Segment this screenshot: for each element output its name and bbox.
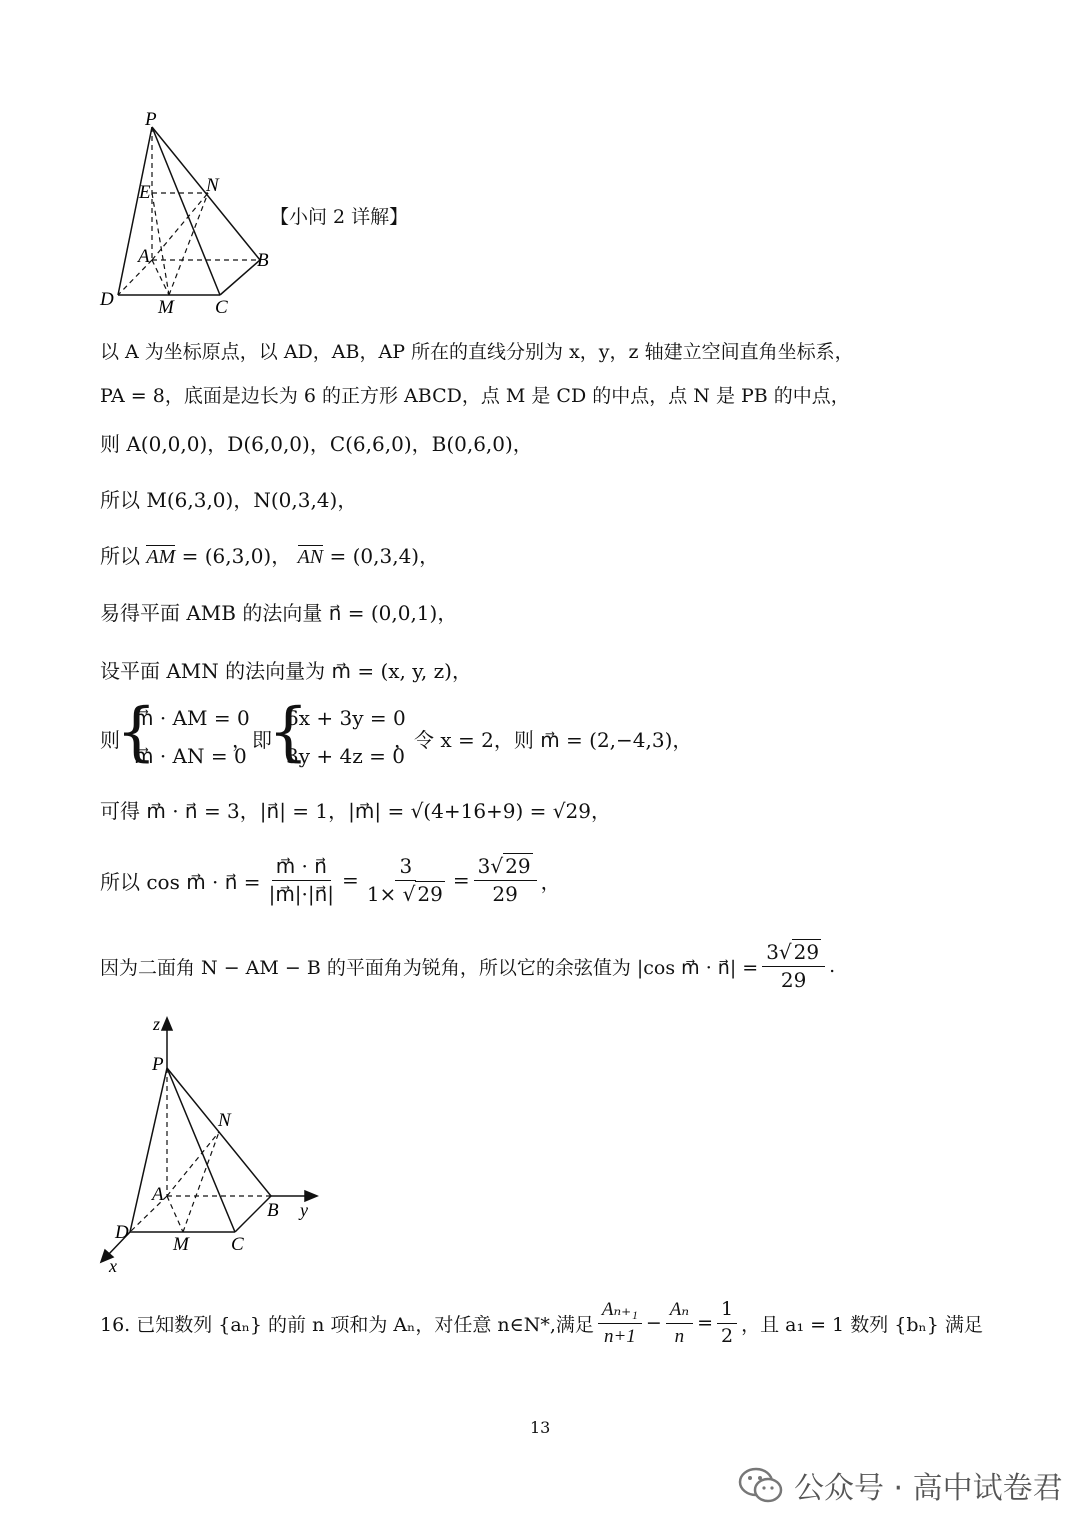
fraction-numerator: Aₙ₊₁ xyxy=(598,1299,642,1324)
fraction-numerator: Aₙ xyxy=(666,1299,693,1324)
label-C: C xyxy=(231,1234,244,1255)
line10-prefix: 所以 cos m⃗ · n⃗ = xyxy=(100,869,261,894)
solution-line-7: 设平面 AMN 的法向量为 m⃗ = (x, y, z)， xyxy=(100,659,472,683)
coef: 3 xyxy=(477,853,491,878)
equals-sign: = xyxy=(452,868,470,892)
solution-line-10 xyxy=(100,846,561,914)
label-C: C xyxy=(215,297,228,318)
fraction-A-n xyxy=(666,1299,693,1348)
line5-prefix: 所以 xyxy=(100,544,140,568)
watermark-text: 公众号 · 高中试卷君 xyxy=(794,1471,1063,1506)
label-M: M xyxy=(158,297,174,318)
fraction-numerator: 1 xyxy=(717,1299,737,1324)
solution-line-4: 所以 M(6,3,0)，N(0,3,4)， xyxy=(100,488,358,512)
pyramid-figure-2 xyxy=(95,1010,335,1280)
q16-prefix: 16. 已知数列 {aₙ} 的前 n 项和为 Aₙ，对任意 n∈N*,满足 xyxy=(100,1313,594,1336)
label-E: E xyxy=(139,182,151,203)
radicand: 29 xyxy=(505,853,531,878)
label-B: B xyxy=(257,250,269,271)
fraction-3-over-sqrt29 xyxy=(363,855,449,906)
system-eq-3: 6x + 3y = 0 xyxy=(286,706,406,730)
q16-post: ，且 a₁ = 1 数列 {bₙ} 满足 xyxy=(741,1313,983,1336)
solution-line-6: 易得平面 AMB 的法向量 n⃗ = (0,0,1)， xyxy=(100,601,458,625)
label-M: M xyxy=(173,1234,189,1255)
solution-line-3: 则 A(0,0,0)，D(6,0,0)，C(6,6,0)，B(0,6,0)， xyxy=(100,432,533,456)
fraction-answer xyxy=(762,941,825,992)
solution-line-2: PA = 8，底面是边长为 6 的正方形 ABCD，点 M 是 CD 的中点，点 N 是 PB 的中点， xyxy=(100,385,850,407)
system-eq-4: 3y + 4z = 0 xyxy=(286,744,405,768)
line5-mid: = (6,3,0)， xyxy=(175,544,292,568)
fraction-denominator: 1× √ 29 xyxy=(366,881,443,906)
fraction-denominator: n+1 xyxy=(603,1325,636,1347)
left-brace-2: { xyxy=(268,695,309,769)
fraction-denominator: n xyxy=(674,1325,685,1347)
fraction-numerator: 3 xyxy=(395,855,416,881)
fraction-denominator: 29 xyxy=(780,967,807,992)
fraction-numerator: 3√ 29 xyxy=(474,855,537,881)
fraction-numerator: 3√ 29 xyxy=(762,941,825,967)
fraction-denominator: 2 xyxy=(720,1324,734,1347)
fraction-one-half xyxy=(717,1299,737,1348)
equals-sign: = xyxy=(342,868,359,892)
wechat-icon xyxy=(738,1465,784,1505)
line10-post: ， xyxy=(540,869,561,894)
minus-sign: − xyxy=(645,1312,662,1334)
equals-sign: = xyxy=(697,1312,713,1334)
fraction-denominator: 29 xyxy=(492,881,518,906)
coef: 3 xyxy=(766,939,779,964)
line5-post: = (0,3,4)， xyxy=(323,544,440,568)
fraction-dot-over-norms xyxy=(265,855,338,906)
line8-prefix: 则 xyxy=(100,728,120,752)
line8-post: ，令 x = 2，则 m⃗ = (2,−4,3)， xyxy=(394,728,693,752)
label-D: D xyxy=(115,1222,129,1243)
left-brace-1: { xyxy=(116,695,157,769)
question-16 xyxy=(100,1290,983,1356)
subquestion-2-header: 【小问 2 详解】 xyxy=(270,206,409,228)
line11-prefix: 因为二面角 N − AM − B 的平面角为锐角，所以它的余弦值为 |cos m⃗ · n⃗| = xyxy=(100,956,759,979)
fraction-result xyxy=(474,855,537,906)
label-A: A xyxy=(138,246,150,267)
label-N: N xyxy=(206,175,219,196)
system-eq-2: m⃗ · AN = 0 xyxy=(134,744,247,768)
fraction-denominator: |m⃗|·|n⃗| xyxy=(268,881,335,906)
label-P: P xyxy=(152,1054,164,1075)
solution-line-5 xyxy=(100,540,439,569)
pyramid-figure-1 xyxy=(90,105,290,320)
fraction-numerator: m⃗ · n⃗ xyxy=(272,855,331,881)
vector-AN: AN xyxy=(297,546,324,568)
line11-post: . xyxy=(829,955,836,977)
solution-line-9: 可得 m⃗ · n⃗ = 3，|n⃗| = 1，|m⃗| = √(4+16+9) = √29， xyxy=(100,799,611,823)
solution-line-1: 以 A 为坐标原点，以 AD，AB，AP 所在的直线分别为 x，y，z 轴建立空间直角坐标系， xyxy=(100,341,854,363)
watermark xyxy=(738,1463,1063,1507)
label-D: D xyxy=(100,289,114,310)
label-A: A xyxy=(152,1184,164,1205)
page-number: 13 xyxy=(530,1418,551,1437)
radicand: 29 xyxy=(793,939,820,964)
line8-mid: ，即 xyxy=(232,728,272,752)
solution-line-11 xyxy=(100,932,835,1000)
axis-label-z: z xyxy=(153,1014,161,1034)
den-prefix: 1× xyxy=(366,881,403,906)
vector-AM: AM xyxy=(146,546,176,568)
label-B: B xyxy=(267,1200,279,1221)
fraction-A-n-plus-1 xyxy=(598,1299,642,1348)
system-eq-1: m⃗ · AM = 0 xyxy=(134,706,250,730)
label-N: N xyxy=(218,1110,231,1131)
axis-label-x: x xyxy=(109,1256,117,1276)
radicand: 29 xyxy=(417,881,443,906)
label-P: P xyxy=(145,109,157,130)
axis-label-y: y xyxy=(300,1200,308,1220)
